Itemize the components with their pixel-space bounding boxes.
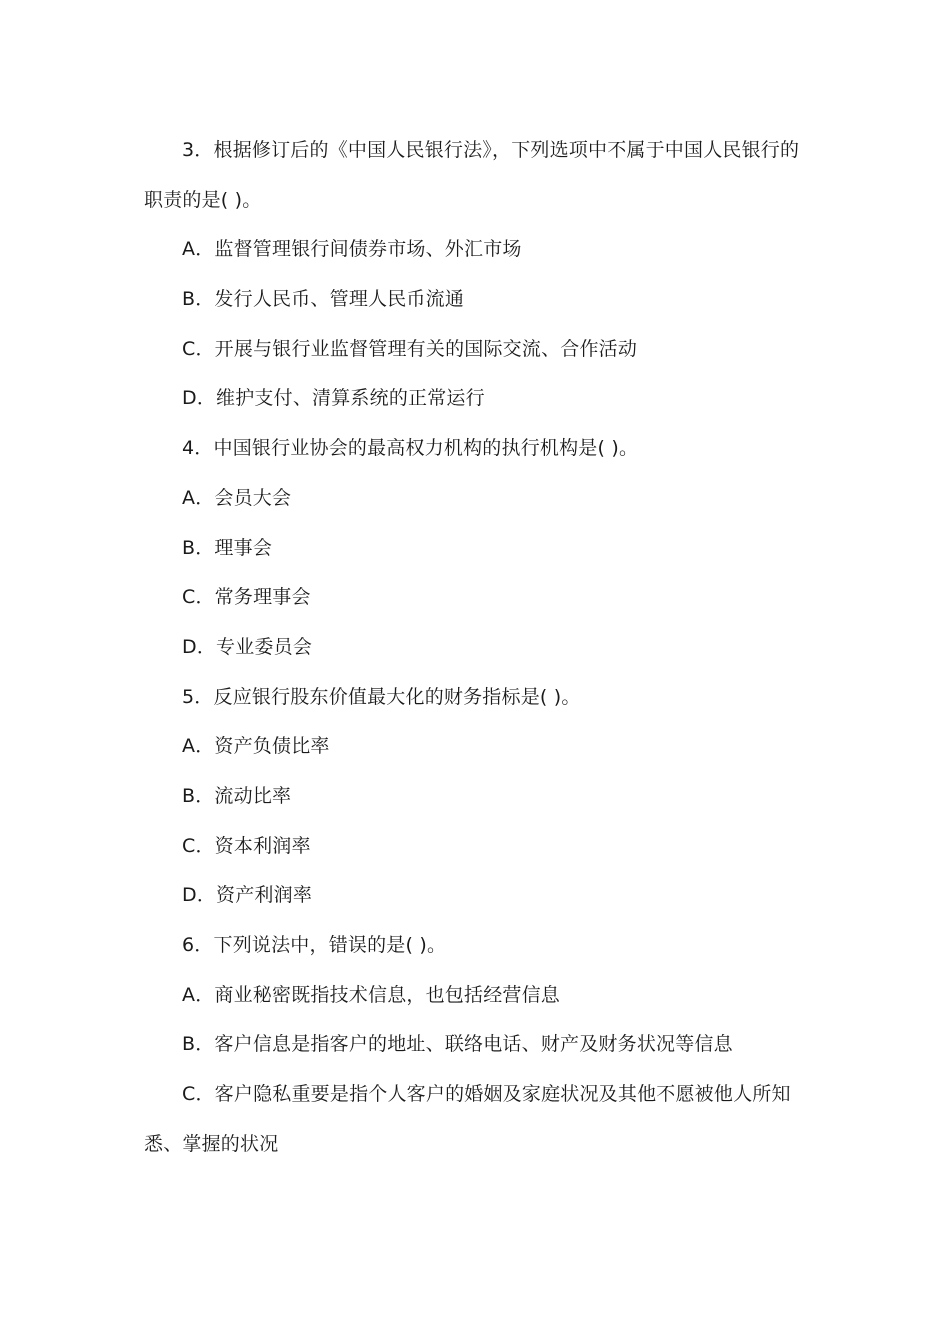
question-5-option-d: D．资产利润率 [182,884,313,907]
question-4-option-d: D．专业委员会 [182,635,313,658]
question-6-option-a: A．商业秘密既指技术信息，也包括经营信息 [182,983,560,1006]
question-3-text: 3．根据修订后的《中国人民银行法》，下列选项中不属于中国人民银行的 [182,139,800,161]
question-5-text: 5．反应银行股东价值最大化的财务指标是( )。 [182,685,581,708]
question-5-option-a: A．资产负债比率 [182,735,330,758]
question-6-text: 6．下列说法中，错误的是( )。 [182,934,447,956]
question-4-text: 4．中国银行业协会的最高权力机构的执行机构是( )。 [182,437,639,460]
question-6-option-c: C．客户隐私重要是指个人客户的婚姻及家庭状况及其他不愿被他人所知 [182,1083,791,1106]
question-4-option-b: B．理事会 [182,536,273,559]
question-3-option-d: D．维护支付、清算系统的正常运行 [182,387,485,410]
question-3-option-c: C．开展与银行业监督管理有关的国际交流、合作活动 [182,337,638,360]
question-6-option-c-continued: 悉、掌握的状况 [144,1132,279,1155]
question-5-option-c: C．资本利润率 [182,834,311,857]
question-3-option-a: A．监督管理银行间债券市场、外汇市场 [182,238,522,261]
question-5-option-b: B．流动比率 [182,784,292,807]
question-6-option-b: B．客户信息是指客户的地址、联络电话、财产及财务状况等信息 [182,1033,733,1056]
question-3-option-b: B．发行人民币、管理人民币流通 [182,288,465,311]
question-4-option-a: A．会员大会 [182,486,292,509]
exam-questions [144,126,814,1169]
question-3-text-continued: 职责的是( )。 [144,188,262,211]
question-4-option-c: C．常务理事会 [182,586,311,609]
